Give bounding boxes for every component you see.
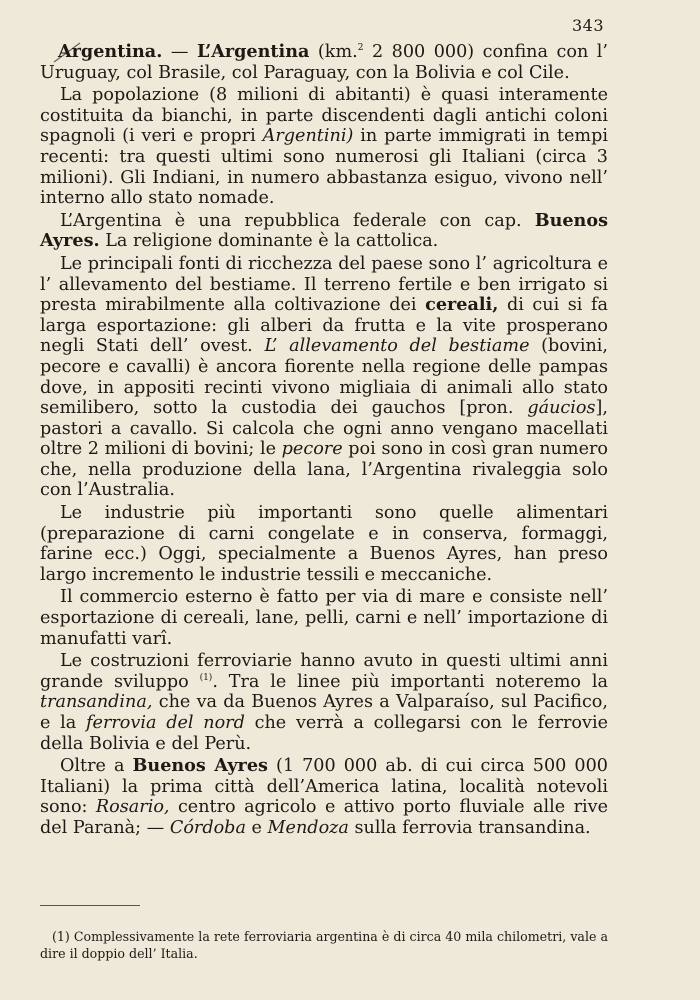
text-run: — [162,42,197,62]
text-run: Le industrie più importanti sono quelle alimentari (preparazione di carni congelate e in conserva, formaggi, farine ecc.) Oggi, specialmente a Buenos Ayres, han preso largo incremento le industrie tessili e meccaniche. [40,503,608,585]
text-run: L’ allevamento del bestiame [264,336,530,357]
text-run: Le principali fonti di ricchezza del paese sono l’ agricoltura e l’ allevamento del bestiame. Il terreno fertile e ben irrigato si presta mirabilmente alla coltivazione dei [40,253,608,316]
text-run: Mendoza [267,817,349,838]
footnote-text: Complessivamente la rete ferroviaria argentina è di circa 40 mila chilometri, vale a dire il doppio dell’ Italia. [40,929,608,961]
text-run: Il commercio esterno è fatto per via di mare e consiste nell’ esportazione di cereali, lane, pelli, carni e nell’ importazione di manufatti varî. [40,587,608,649]
text-run: Argentini) [262,126,354,147]
text-run: ferrovia del nord [86,713,245,733]
text-run: (bovini, pecore e cavalli) è ancora fiorente nella regione delle pampas dove, in appositi recinti vivono migliaia di animali allo stato semilibero, sotto la custodia dei gauchos [pron. [40,336,608,419]
paragraph-government [40,211,608,252]
text-run: (1 700 000 ab. di cui circa 500 000 Italiani) la prima città dell’America latina, località notevoli sono: [40,756,608,818]
text-run: cereali, [425,294,499,316]
text-run: L’Argentina [196,41,310,62]
text-run: pecore [281,439,343,460]
paragraph-intro [40,42,608,83]
text-run: 2 800 000) confina con l’ Uruguay, col Brasile, col Paraguay, con la Bolivia e col Cile. [40,42,608,83]
text-run: poi sono in così gran numero che, nella produzione della lana, l’Argentina rivaleggia solo con l’Australia. [40,439,608,501]
body-text [40,42,608,841]
text-run: che verrà a collegarsi con le ferrovie della Bolivia e del Perù. [40,713,608,754]
text-run: Rosario, [95,797,170,818]
superscript: (1) [199,672,213,683]
text-run: Le costruzioni ferroviarie hanno avuto in questi ultimi anni grande sviluppo [40,651,608,692]
text-run: che va da Buenos Ayres a Valparaíso, sul Pacifico, e la [40,692,608,733]
paragraph-cities [40,756,608,838]
text-run: . Tra le linee più importanti noteremo la [212,671,608,692]
footnote-marker: (1) [52,929,70,944]
superscript: 2 [357,43,364,54]
text-run: di cui si fa larga esportazione: gli alberi da frutta e la vite prosperano negli Stati dell’ ovest. [40,295,608,357]
text-run: La religione dominante è la cattolica. [99,231,439,252]
text-run: centro agricolo e attivo porto fluviale alle rive del Paranà; — [40,797,608,838]
paragraph-population [40,85,608,209]
text-run: La popolazione (8 milioni di abitanti) è quasi interamente costituita da bianchi, in parte discendenti dagli antichi coloni spagnoli (i veri e propri [40,85,608,147]
text-run: Oltre a [60,756,133,777]
text-run: Buenos Ayres. [40,209,608,252]
paragraph-economy [40,254,608,501]
paragraph-industry [40,503,608,585]
text-run: sulla ferrovia transandina. [348,817,591,838]
text-run: transandina, [40,692,153,713]
text-run: ], pastori a cavallo. Si calcola che ogni anno vengano macellati oltre 2 milioni di bovini; le [40,398,608,460]
paragraph-trade [40,587,608,649]
text-run: Córdoba [169,817,246,838]
text-run: (km. [309,42,358,62]
paragraph-railways [40,651,608,754]
text-run: L’Argentina è una repubblica federale con cap. [60,210,535,231]
text-run: gáucios [527,398,596,419]
footnote-separator [40,905,140,906]
text-run: Argentina. [58,41,163,62]
footnote [40,928,608,962]
page-number: 343 [571,16,604,35]
text-run: Buenos Ayres [132,755,268,777]
text-run: e [245,817,268,838]
text-run: in parte immigrati in tempi recenti: tra questi ultimi sono numerosi gli Italiani (circa 3 milioni). Gli Indiani, in numero abbastanza esiguo, vivono nell’ interno allo stato nomade. [40,126,608,209]
